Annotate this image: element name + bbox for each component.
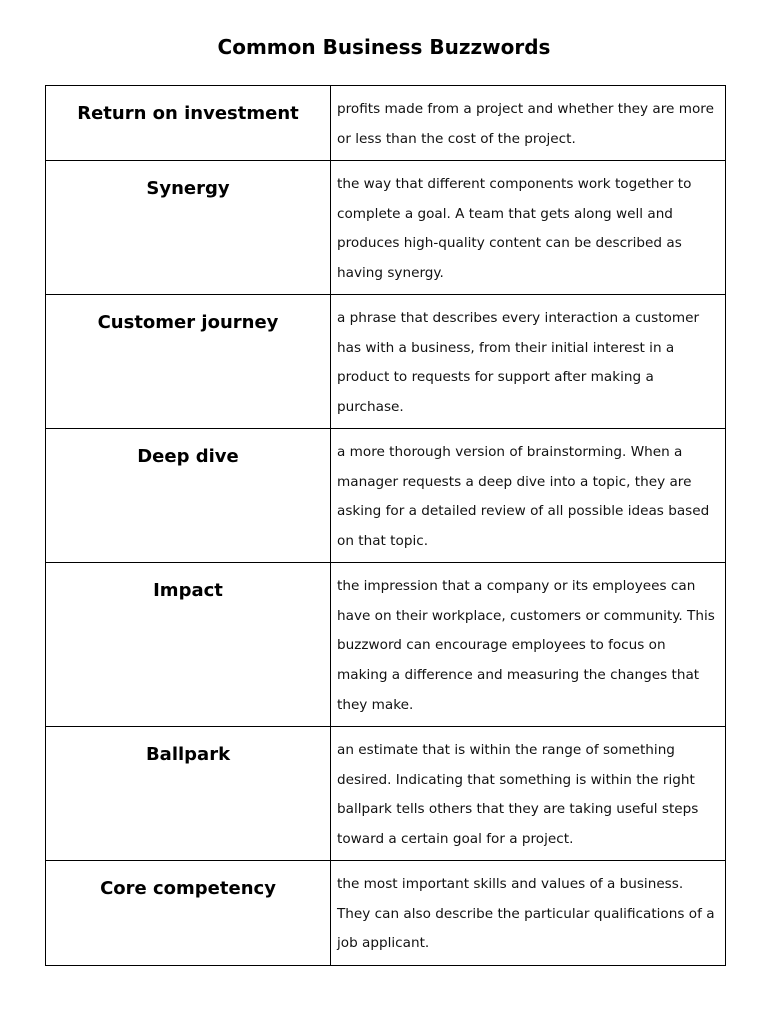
- definition-cell: [331, 161, 726, 295]
- term-cell: [46, 429, 331, 563]
- term-label: Customer journey: [97, 312, 279, 333]
- definition-text: a more thorough version of brainstorming. When a manager requests a deep dive into a topic, they are asking for a detailed review of all possible ideas based on that topic.: [337, 444, 710, 550]
- table-row: [46, 86, 726, 161]
- term-cell: [46, 563, 331, 727]
- definition-text: the way that different components work together to complete a goal. A team that gets along well and produces high-quality content can be described as having synergy.: [337, 176, 692, 282]
- term-label: Deep dive: [137, 446, 239, 467]
- term-cell: [46, 86, 331, 161]
- definition-text: profits made from a project and whether they are more or less than the cost of the project.: [337, 101, 714, 147]
- term-cell: [46, 861, 331, 966]
- definition-text: the most important skills and values of a business. They can also describe the particular qualifications of a job applicant.: [337, 876, 715, 952]
- page-title-text: Common Business Buzzwords: [217, 35, 551, 59]
- term-label: Core competency: [100, 878, 276, 899]
- definition-cell: [331, 429, 726, 563]
- term-label: Synergy: [146, 178, 230, 199]
- definition-cell: [331, 727, 726, 861]
- table-row: [46, 563, 726, 727]
- table-row: [46, 727, 726, 861]
- definition-cell: [331, 295, 726, 429]
- term-label: Return on investment: [77, 103, 299, 124]
- definition-text: the impression that a company or its employees can have on their workplace, customers or community. This buzzword can encourage employees to focus on making a difference and measuring the changes that they make.: [337, 578, 715, 713]
- table-row: [46, 295, 726, 429]
- table-row: [46, 861, 726, 966]
- table-row: [46, 429, 726, 563]
- term-cell: [46, 295, 331, 429]
- buzzwords-table: [45, 85, 726, 966]
- table-row: [46, 161, 726, 295]
- term-cell: [46, 727, 331, 861]
- term-label: Ballpark: [145, 744, 231, 765]
- definition-cell: [331, 861, 726, 966]
- term-label: Impact: [153, 580, 223, 601]
- buzzwords-table-body: [46, 86, 726, 966]
- definition-cell: [331, 563, 726, 727]
- definition-cell: [331, 86, 726, 161]
- term-cell: [46, 161, 331, 295]
- definition-text: an estimate that is within the range of something desired. Indicating that something is within the right ballpark tells others that they are taking useful steps toward a certain goal for a project.: [337, 742, 699, 848]
- page-title: [0, 33, 768, 61]
- definition-text: a phrase that describes every interaction a customer has with a business, from their initial interest in a product to requests for support after making a purchase.: [337, 310, 700, 416]
